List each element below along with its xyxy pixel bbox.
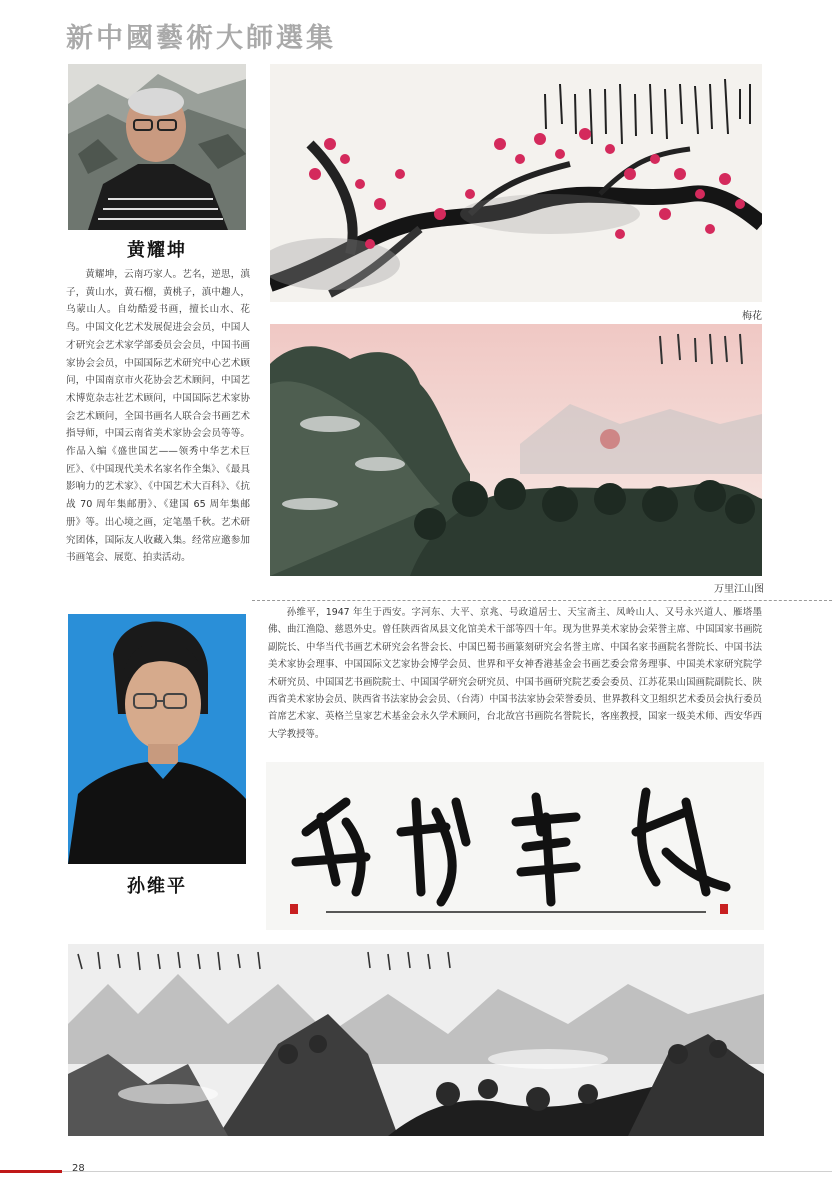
artist-2-portrait <box>68 614 246 864</box>
plum-blossom-painting <box>270 64 762 302</box>
footer-rule <box>62 1171 832 1172</box>
calligraphy-artwork <box>266 762 764 930</box>
section-divider <box>252 600 832 601</box>
landscape-caption: 万里江山图 <box>714 584 764 595</box>
footer-accent-bar <box>0 1170 62 1173</box>
landscape-painting <box>270 324 762 576</box>
artist-1-name: 黄耀坤 <box>127 240 187 261</box>
page-header-title: 新中國藝術大師選集 <box>66 23 336 54</box>
plum-caption: 梅花 <box>742 311 762 322</box>
artist-2-bio: 孙维平，1947 年生于西安。字河东、大平、京兆、号政道居士、天宝斋主、凤岭山人、又号永兴道人、雁塔墨佛、曲江渔隐、慈恩外史。曾任陕西省凤县文化馆美术干部等四十年。现为世界美术家协会荣誉主席、中国国家书画院副院长、中华当代书画艺术研究会名誉会长、中国巴蜀书画篆刻研究会名誉主席、中国名家书画院名誉院长、中国书法美术家协会理事、中国国际文艺家协会博学会员、世界和平女神香港基金会书画艺委会常务理事、中国美术家研究院学术研究员、中国国艺书画院院士、中国国学研究会研究员、中国书画研究院艺委会委员、江苏花果山国画院副院长、陕西省美术家协会员、陕西省书法家协会会员、（台湾）中国书法家协会荣誉委员、世界教科文卫组织艺术委员会执行委员首席艺术家、英格兰皇家艺术基金会永久学术顾问，台北故宫书画院名誉院长，客座教授，国家一级美术师、西安华西大学教授等。 <box>268 607 762 740</box>
artist-1-bio: 黄耀坤，云南巧家人。艺名，逆思，滇子，黄山水，黄石榴，黄桃子，滇中趣人，乌蒙山人。自幼酷爱书画，擅长山水、花鸟。中国文化艺术发展促进会会员，中国人才研究会艺术家学部委员会会员，中国书画家协会会员，中国国际艺术研究中心艺术顾问，中国南京市火花协会艺术顾问，中国艺术博览杂志社艺术顾问，中国国际艺术家协会艺术顾问，全国书画名人联合会书画艺术指导师，中国云南省美术家协会会员等等。作品入编《盛世国艺——领秀中华艺术巨匠》、《中国现代美术名家名作全集》、《最具影响力的艺术家》、《中国艺术大百科》、《抗战 70 周年集邮册》、《建国 65 周年集邮册》等。出心境之画，定笔墨千秋。艺术研究团体，国际友人收藏入集。经常应邀参加书画笔会、展览、拍卖活动。 <box>66 269 250 564</box>
bottom-landscape-painting <box>68 944 764 1136</box>
page-number: 28 <box>72 1163 85 1174</box>
artist-1-portrait <box>68 64 246 230</box>
artist-2-name: 孙维平 <box>127 876 187 897</box>
